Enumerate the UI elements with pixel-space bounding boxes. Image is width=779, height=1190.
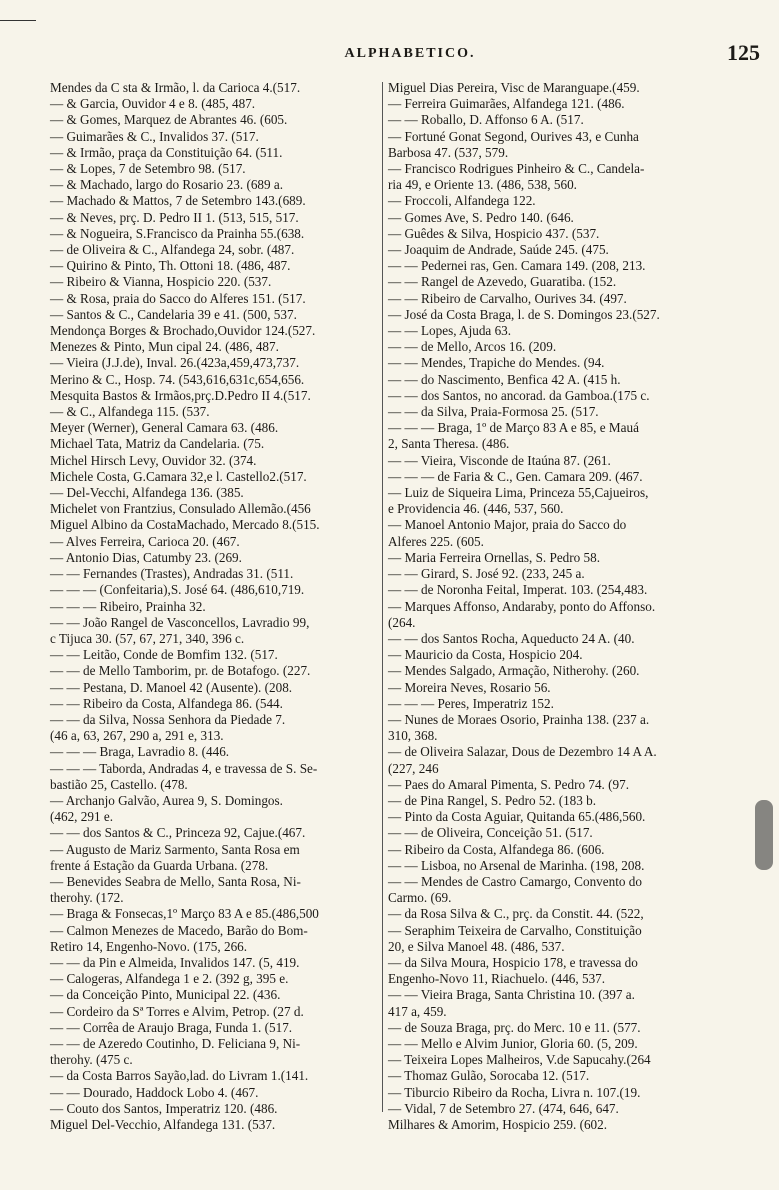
directory-entry: — — Girard, S. José 92. (233, 245 a.	[388, 566, 585, 582]
directory-entry: — & Rosa, praia do Sacco do Alferes 151. (517.	[50, 290, 306, 306]
page-number: 125	[727, 40, 760, 65]
directory-entry: (462, 291 e.	[50, 809, 113, 825]
page-title: ALPHABETICO.	[344, 46, 476, 61]
corner-rule	[0, 20, 36, 21]
directory-entry: — — Ribeiro da Costa, Alfandega 86. (544.	[50, 695, 283, 711]
directory-entry: bastião 25, Castello. (478.	[50, 776, 188, 792]
directory-entry: — — Mendes, Trapiche do Mendes. (94.	[388, 355, 605, 371]
directory-entry: Miguel Albino da CostaMachado, Mercado 8.(515.	[50, 517, 320, 533]
directory-entry: Engenho-Novo 11, Riachuelo. (446, 537.	[388, 971, 606, 987]
directory-entry: — Vidal, 7 de Setembro 27. (474, 646, 647.	[388, 1100, 619, 1116]
directory-entry: — Braga & Fonsecas,1º Março 83 A e 85.(486,500	[50, 906, 319, 922]
directory-entry: therohy. (475 c.	[50, 1052, 133, 1068]
directory-entry: — Antonio Dias, Catumby 23. (269.	[50, 549, 242, 565]
directory-entry: — Francisco Rodrigues Pinheiro & C., Candela-	[388, 161, 645, 177]
directory-entry: Merino & C., Hosp. 74. (543,616,631c,654,656.	[50, 371, 305, 387]
directory-entry: — Mendes Salgado, Armação, Nitherohy. (260.	[388, 663, 640, 679]
directory-entry: — — — Taborda, Andradas 4, e travessa de S. Se-	[50, 760, 318, 776]
directory-entry: — — da Silva, Nossa Senhora da Piedade 7.	[50, 711, 286, 727]
directory-entry: e Providencia 46. (446, 537, 560.	[388, 501, 564, 517]
directory-entry: — Santos & C., Candelaria 39 e 41. (500, 537.	[50, 306, 297, 322]
directory-entry: 417 a, 459.	[388, 1003, 447, 1019]
directory-entry: — Teixeira Lopes Malheiros, V.de Sapucahy.(264	[388, 1052, 651, 1068]
directory-entry: — Ribeiro da Costa, Alfandega 86. (606.	[388, 841, 605, 857]
directory-entry: — Machado & Mattos, 7 de Setembro 143.(689.	[50, 193, 306, 209]
directory-entry: (264.	[388, 614, 416, 630]
directory-entry: — Fortuné Gonat Segond, Ourives 43, e Cunha	[388, 128, 639, 144]
directory-entry: — Maria Ferreira Ornellas, S. Pedro 58.	[388, 549, 601, 565]
directory-entry: — Calmon Menezes de Macedo, Barão do Bom-	[50, 922, 308, 938]
directory-entry: 20, e Silva Manoel 48. (486, 537.	[388, 938, 565, 954]
directory-entry: — Thomaz Gulão, Sorocaba 12. (517.	[388, 1068, 590, 1084]
directory-entry: — — — de Faria & C., Gen. Camara 209. (467.	[388, 468, 643, 484]
directory-entry: — da Conceição Pinto, Municipal 22. (436.	[50, 987, 281, 1003]
directory-entry: — Benevides Seabra de Mello, Santa Rosa, Ni-	[50, 873, 301, 889]
directory-entry: — Tiburcio Ribeiro da Rocha, Livra n. 107.(19.	[388, 1084, 641, 1100]
directory-entry: frente á Estação da Guarda Urbana. (278.	[50, 857, 269, 873]
directory-entry: — Seraphim Teixeira de Carvalho, Constituição	[388, 922, 642, 938]
left-column	[50, 80, 384, 1133]
directory-entry: — de Oliveira Salazar, Dous de Dezembro 14 A A.	[388, 744, 657, 760]
directory-entry: Meyer (Werner), General Camara 63. (486.	[50, 420, 279, 436]
directory-entry: — Marques Affonso, Andaraby, ponto do Affonso.	[388, 598, 656, 614]
directory-entry: — — Pestana, D. Manoel 42 (Ausente). (208.	[50, 679, 293, 695]
directory-entry: Menezes & Pinto, Mun cipal 24. (486, 487.	[50, 339, 279, 355]
directory-entry: — Paes do Amaral Pimenta, S. Pedro 74. (97.	[388, 776, 630, 792]
directory-entry: — — Lisboa, no Arsenal de Marinha. (198, 208.	[388, 857, 645, 873]
directory-entry: 2, Santa Theresa. (486.	[388, 436, 510, 452]
directory-entry: — — dos Santos & C., Princeza 92, Cajue.(467.	[50, 825, 306, 841]
directory-entry: ria 49, e Oriente 13. (486, 538, 560.	[388, 177, 577, 193]
directory-entry: Milhares & Amorim, Hospicio 259. (602.	[388, 1117, 608, 1132]
directory-entry: — Calogeras, Alfandega 1 e 2. (392 g, 395 e.	[50, 971, 289, 987]
directory-entry: Retiro 14, Engenho-Novo. (175, 266.	[50, 938, 248, 954]
directory-entry: Barbosa 47. (537, 579.	[388, 144, 509, 160]
directory-entry: — — — Peres, Imperatriz 152.	[388, 695, 554, 711]
directory-entry: — Manoel Antonio Major, praia do Sacco do	[388, 517, 627, 533]
directory-entry: Michelet von Frantzius, Consulado Allemão.(456	[50, 501, 311, 517]
directory-entry: — da Rosa Silva & C., prç. da Constit. 44. (522,	[388, 906, 644, 922]
directory-entry: — Cordeiro da Sª Torres e Alvim, Petrop. (27 d.	[50, 1003, 304, 1019]
directory-entry: — — Leitão, Conde de Bomfim 132. (517.	[50, 647, 278, 663]
directory-entry: — — Corrêa de Araujo Braga, Funda 1. (517.	[50, 1019, 293, 1035]
directory-entry: — Moreira Neves, Rosario 56.	[388, 679, 551, 695]
directory-entry: 310, 368.	[388, 728, 438, 744]
directory-entry: — Augusto de Mariz Sarmento, Santa Rosa em	[50, 841, 300, 857]
directory-entry: — Couto dos Santos, Imperatriz 120. (486.	[50, 1100, 278, 1116]
directory-entry: — Guimarães & C., Invalidos 37. (517.	[50, 128, 259, 144]
directory-entry: — — — (Confeitaria),S. José 64. (486,610,719.	[50, 582, 305, 598]
directory-entry: — Ribeiro & Vianna, Hospicio 220. (537.	[50, 274, 272, 290]
directory-entry: Michel Hirsch Levy, Ouvidor 32. (374.	[50, 452, 257, 468]
directory-entry: — — Pedernei ras, Gen. Camara 149. (208, 213.	[388, 258, 646, 274]
directory-entry: Mesquita Bastos & Irmãos,prç.D.Pedro II 4.(517.	[50, 387, 311, 403]
directory-entry: — — Fernandes (Trastes), Andradas 31. (511.	[50, 566, 294, 582]
directory-entry: — Nunes de Moraes Osorio, Prainha 138. (237 a.	[388, 711, 650, 727]
directory-entry: — — Roballo, D. Affonso 6 A. (517.	[388, 112, 584, 128]
directory-entry: — Luiz de Siqueira Lima, Princeza 55,Cajueiros,	[388, 485, 649, 501]
directory-entry: — — Lopes, Ajuda 63.	[388, 323, 512, 339]
directory-entry: — Ferreira Guimarães, Alfandega 121. (486.	[388, 96, 625, 112]
directory-entry: — — Ribeiro de Carvalho, Ourives 34. (497.	[388, 290, 627, 306]
directory-entry: — — Vieira Braga, Santa Christina 10. (397 a.	[388, 987, 635, 1003]
directory-entry: — — — Ribeiro, Prainha 32.	[50, 598, 206, 614]
directory-entry: — — do Nascimento, Benfica 42 A. (415 h.	[388, 371, 621, 387]
directory-entry: — — de Mello Tamborim, pr. de Botafogo. (227.	[50, 663, 311, 679]
directory-entry: — — dos Santos Rocha, Aqueducto 24 A. (40.	[388, 630, 635, 646]
directory-entry: — de Pina Rangel, S. Pedro 52. (183 b.	[388, 792, 597, 808]
directory-entry: Mendes da C sta & Irmão, l. da Carioca 4.(517.	[50, 80, 301, 95]
directory-entry: — Archanjo Galvão, Aurea 9, S. Domingos.	[50, 792, 283, 808]
directory-entry: — — dos Santos, no ancorad. da Gamboa.(175 c.	[388, 387, 650, 403]
page-edge-mark	[755, 800, 773, 870]
directory-entry: — — Rangel de Azevedo, Guaratiba. (152.	[388, 274, 617, 290]
directory-entry: — — João Rangel de Vasconcellos, Lavradio 99,	[50, 614, 310, 630]
directory-entry: Miguel Dias Pereira, Visc de Maranguape.(459.	[388, 80, 640, 95]
directory-entry: — & Nogueira, S.Francisco da Prainha 55.(638.	[50, 225, 305, 241]
directory-entry: — — — Braga, Lavradio 8. (446.	[50, 744, 230, 760]
directory-entry: — de Oliveira & C., Alfandega 24, sobr. (487.	[50, 242, 295, 258]
directory-entry: Miguel Del-Vecchio, Alfandega 131. (537.	[50, 1117, 276, 1132]
directory-entry: — Joaquim de Andrade, Saúde 245. (475.	[388, 242, 609, 258]
directory-entry: — & Machado, largo do Rosario 23. (689 a.	[50, 177, 284, 193]
directory-entry: — — Mello e Alvim Junior, Gloria 60. (5, 209.	[388, 1035, 638, 1051]
directory-entry: Michele Costa, G.Camara 32,e l. Castello2.(517.	[50, 468, 307, 484]
directory-entry: Michael Tata, Matriz da Candelaria. (75.	[50, 436, 265, 452]
directory-entry: — & Garcia, Ouvidor 4 e 8. (485, 487.	[50, 96, 256, 112]
directory-entry: — & C., Alfandega 115. (537.	[50, 404, 210, 420]
page-header	[60, 40, 760, 70]
directory-entry: Mendonça Borges & Brochado,Ouvidor 124.(527.	[50, 323, 316, 339]
directory-entry: — da Silva Moura, Hospicio 178, e travessa do	[388, 954, 638, 970]
directory-entry: — & Irmão, praça da Constituição 64. (511.	[50, 144, 283, 160]
directory-entry: — Gomes Ave, S. Pedro 140. (646.	[388, 209, 574, 225]
directory-entry: — — de Mello, Arcos 16. (209.	[388, 339, 557, 355]
directory-entry: — & Neves, prç. D. Pedro II 1. (513, 515, 517.	[50, 209, 299, 225]
directory-entry: — — de Azeredo Coutinho, D. Feliciana 9, Ni-	[50, 1035, 301, 1051]
directory-entry: (227, 246	[388, 760, 439, 776]
directory-entry: — — Dourado, Haddock Lobo 4. (467.	[50, 1084, 259, 1100]
directory-entry: Carmo. (69.	[388, 890, 452, 906]
directory-entry: — — Vieira, Visconde de Itaúna 87. (261.	[388, 452, 611, 468]
directory-entry: — — da Silva, Praia-Formosa 25. (517.	[388, 404, 599, 420]
directory-entry: — José da Costa Braga, l. de S. Domingos 23.(527.	[388, 306, 660, 322]
directory-entry: — Pinto da Costa Aguiar, Quitanda 65.(486,560.	[388, 809, 646, 825]
directory-entry: — — Mendes de Castro Camargo, Convento do	[388, 873, 642, 889]
right-column	[384, 80, 722, 1133]
directory-entry: — — de Noronha Feital, Imperat. 103. (254,483.	[388, 582, 648, 598]
directory-entry: — Froccoli, Alfandega 122.	[388, 193, 536, 209]
directory-entry: — — da Pin e Almeida, Invalidos 147. (5, 419.	[50, 954, 300, 970]
directory-entry: — Del-Vecchi, Alfandega 136. (385.	[50, 485, 244, 501]
directory-entry: Alferes 225. (605.	[388, 533, 484, 549]
directory-entry: — de Souza Braga, prç. do Merc. 10 e 11. (577.	[388, 1019, 641, 1035]
directory-entry: — — — Braga, 1º de Março 83 A e 85, e Mauá	[388, 420, 639, 436]
directory-entry: — & Lopes, 7 de Setembro 98. (517.	[50, 161, 246, 177]
directory-entry: — Mauricio da Costa, Hospicio 204.	[388, 647, 583, 663]
directory-entry: — Quirino & Pinto, Th. Ottoni 18. (486, 487.	[50, 258, 291, 274]
directory-entry: — Guêdes & Silva, Hospicio 437. (537.	[388, 225, 600, 241]
directory-entry: (46 a, 63, 267, 290 a, 291 e, 313.	[50, 728, 224, 744]
directory-entry: — Alves Ferreira, Carioca 20. (467.	[50, 533, 240, 549]
directory-entry: therohy. (172.	[50, 890, 124, 906]
directory-entry: c Tijuca 30. (57, 67, 271, 340, 396 c.	[50, 630, 245, 646]
directory-entry: — Vieira (J.J.de), Inval. 26.(423a,459,473,737.	[50, 355, 300, 371]
directory-entry: — & Gomes, Marquez de Abrantes 46. (605.	[50, 112, 288, 128]
directory-entry: — — de Oliveira, Conceição 51. (517.	[388, 825, 593, 841]
directory-entry: — da Costa Barros Sayão,lad. do Livram 1.(141.	[50, 1068, 309, 1084]
